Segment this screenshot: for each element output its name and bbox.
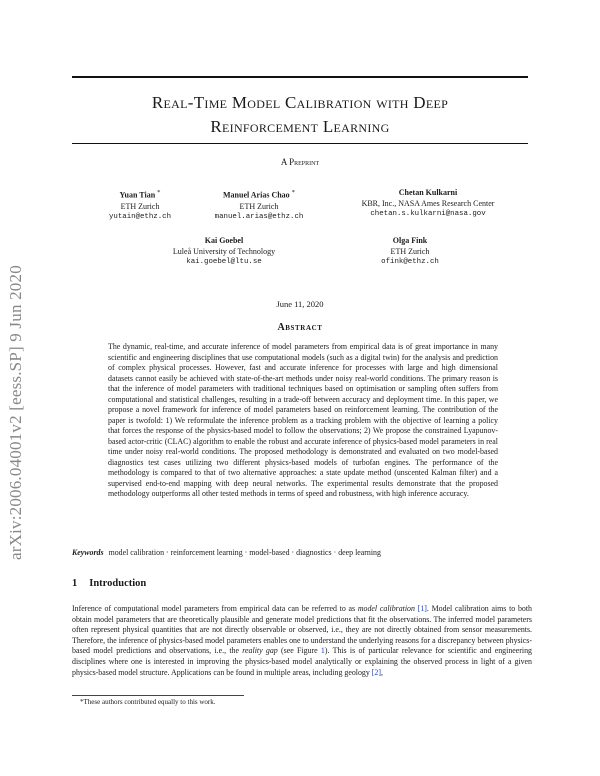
author-block	[72, 187, 528, 277]
citation-link[interactable]: [2]	[371, 667, 381, 677]
author-name: Manuel Arias Chao	[222, 190, 290, 200]
author-email[interactable]: manuel.arias@ethz.ch	[214, 212, 304, 221]
figure-link[interactable]: 1	[320, 646, 325, 656]
arxiv-identifier: arXiv:2006.04001v2 [eess.SP] 9 Jun 2020	[6, 265, 25, 560]
author-name: Yuan Tian	[119, 190, 156, 200]
keywords-list: model calibration · reinforcement learning · model-based · diagnostics · deep learning	[108, 548, 381, 557]
author-email[interactable]: kai.goebel@ltu.se	[186, 258, 262, 266]
author-chetan-kulkarni	[362, 187, 495, 220]
intro-text: ). This is of particular relevance for scientific and engineering disciplines where one is interested in improving the physics-based model analytically or explaining the observed process in light of a given physics-based model structure. Applications can be found in multiple areas, including geology	[72, 646, 532, 677]
author-name: Olga Fink	[392, 236, 428, 245]
footnote-rule	[72, 695, 244, 696]
footnote-equal-contribution: *These authors contributed equally to this work.	[80, 698, 216, 706]
author-email[interactable]: yutain@ethz.ch	[108, 212, 172, 221]
title-top-rule	[72, 76, 528, 78]
author-email[interactable]: ofink@ethz.ch	[381, 258, 439, 266]
equal-contribution-mark: *	[291, 189, 295, 196]
equal-contribution-mark: *	[157, 189, 161, 196]
author-name: Chetan Kulkarni	[398, 188, 458, 197]
term-reality-gap: reality gap	[242, 646, 278, 656]
citation-link[interactable]: [1]	[417, 604, 427, 613]
intro-text: (see Figure	[277, 646, 321, 656]
title-line-1: Real-Time Model Calibration with Deep	[151, 93, 449, 112]
author-affiliation: Luleå University of Technology	[172, 247, 276, 256]
keywords-line	[72, 548, 532, 557]
paper-title	[72, 91, 528, 139]
intro-text: . Model calibration aims to both obtain model parameters that are theoretically plausible and generate model predictions that fit the observations. The inferred model parameters often represent physical quantities that are not directly observable or observed, i.e., they are not directly obtained from sensor measurements. Therefore, the inference of physics-based model parameters enables one to understand the underlying reasons for a discrepancy between physics-based model predictions and observations, i.e., the	[72, 604, 533, 656]
title-bottom-rule	[72, 143, 528, 144]
author-yuan-tian	[109, 187, 171, 223]
author-affiliation: ETH Zurich	[120, 201, 160, 211]
term-model-calibration: model calibration	[357, 604, 415, 613]
author-affiliation: ETH Zurich	[390, 247, 430, 256]
section-heading-introduction	[72, 578, 146, 589]
author-name: Kai Goebel	[204, 236, 244, 245]
abstract-heading: Abstract	[277, 322, 323, 333]
author-email[interactable]: chetan.s.kulkarni@nasa.gov	[370, 210, 486, 218]
author-affiliation: ETH Zurich	[239, 201, 279, 211]
author-kai-goebel	[173, 235, 275, 268]
section-number: 1	[72, 578, 78, 589]
preprint-label: A Preprint	[280, 157, 320, 167]
author-olga-fink	[381, 235, 439, 268]
keywords-label: Keywords	[72, 548, 104, 557]
title-line-2: Reinforcement Learning	[210, 117, 390, 136]
intro-text: ,	[380, 667, 383, 677]
section-title: Introduction	[89, 578, 147, 589]
introduction-paragraph	[72, 604, 532, 678]
author-manuel-arias-chao	[215, 187, 304, 223]
publication-date: June 11, 2020	[276, 299, 324, 309]
intro-text: Inference of computational model parameters from empirical data can be referred to as	[72, 604, 358, 613]
author-affiliation: KBR, Inc., NASA Ames Research Center	[361, 199, 495, 208]
abstract-text: The dynamic, real-time, and accurate inference of model parameters from empirical data is of great importance in many scientific and engineering disciplines that use computational models (such as a digital twin) for the analysis and prediction of complex physical processes. However, fast and accurate inference for processes with large and high dimensional datasets cannot easily be achieved with state-of-the-art methods under noisy real-world conditions. The primary reason is that the inference of model parameters with traditional techniques based on optimisation or sampling often suffers from computational and statistical challenges, resulting in a trade-off between accuracy and deployment time. In this paper, we propose a novel framework for inference of model parameters based on reinforcement learning. The contribution of the paper is twofold: 1) We reformulate the inference problem as a tracking problem with the objective of learning a policy that forces the response of the physics-based model to follow the observations; 2) We propose the constrained Lyapunov-based actor-critic (CLAC) algorithm to enable the robust and accurate inference of physics-based model parameters in real time under noisy real-world conditions. The proposed methodology is demonstrated and evaluated on two model-based diagnostics test cases utilizing two different physics-based models of turbofan engines. The performance of the methodology is compared to that of two alternative approaches: a state update method (unscented Kalman filter) and a supervised end-to-end mapping with deep neural networks. The experimental results demonstrate that the proposed methodology outperforms all other tested methods in terms of speed and robustness, with high inference accuracy.	[108, 342, 498, 498]
